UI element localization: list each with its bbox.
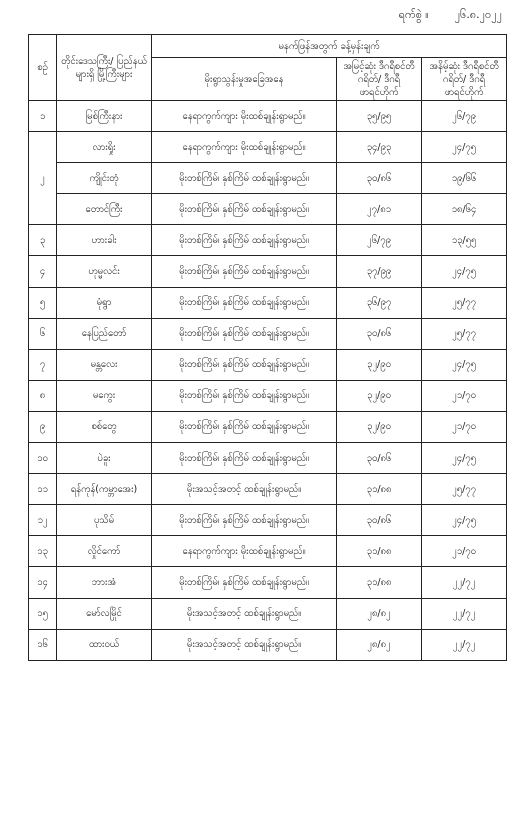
- table-row: [29, 443, 507, 474]
- table-row: [29, 225, 507, 256]
- table-row: [29, 132, 507, 163]
- condition-cell: နေရာကွက်ကျား မိုးထစ်ချုန်းရွာမည်။: [152, 132, 337, 163]
- low-temp-cell: ၂၂/၇၂: [422, 567, 507, 598]
- row-number-cell: ၄: [29, 256, 57, 287]
- high-temp-cell: ၃၂/၉၀: [337, 411, 422, 442]
- city-cell: မော်လမြိုင်: [57, 598, 152, 629]
- condition-cell: နေရာကွက်ကျား မိုးထစ်ချုန်းရွာမည်။: [152, 536, 337, 567]
- row-number-cell: ၁၃: [29, 536, 57, 567]
- row-number-cell: ၁: [29, 101, 57, 132]
- city-cell: မကွေး: [57, 380, 152, 411]
- high-temp-cell: ၂၆/၇၉: [337, 225, 422, 256]
- column-header-low: အနိမ့်ဆုံး ဒီဂရီစင်တီဂရိတ်/ ဒီဂရီဖာရင်ဟိုက်: [422, 58, 507, 101]
- city-cell: စစ်တွေ: [57, 411, 152, 442]
- high-temp-cell: ၃၀/၈၆: [337, 163, 422, 194]
- column-header-high: အမြင့်ဆုံး ဒီဂရီစင်တီဂရိတ်/ ဒီဂရီဖာရင်ဟိုက်: [337, 58, 422, 101]
- table-row: [29, 629, 507, 660]
- high-temp-cell: ၃၅/၉၅: [337, 101, 422, 132]
- low-temp-cell: ၁၉/၆၆: [422, 163, 507, 194]
- row-number-cell: ၂: [29, 132, 57, 225]
- date-line: [399, 8, 502, 24]
- forecast-table: [28, 34, 507, 661]
- condition-cell: မိုးတစ်ကြိမ်၊ နှစ်ကြိမ် ထစ်ချုန်းရွာမည်။: [152, 225, 337, 256]
- low-temp-cell: ၂၄/၇၅: [422, 256, 507, 287]
- high-temp-cell: ၃၁/၈၈: [337, 536, 422, 567]
- row-number-cell: ၃: [29, 225, 57, 256]
- group-header-forecast: မနက်ဖြန်အတွက် ခန့်မှန်းချက်: [152, 35, 507, 58]
- low-temp-cell: ၂၅/၇၇: [422, 318, 507, 349]
- city-cell: ပဲခူး: [57, 443, 152, 474]
- condition-cell: မိုးတစ်ကြိမ်၊ နှစ်ကြိမ် ထစ်ချုန်းရွာမည်။: [152, 505, 337, 536]
- city-cell: လားရှိုး: [57, 132, 152, 163]
- table-row: [29, 567, 507, 598]
- table-row: [29, 536, 507, 567]
- date-value: ၂၆.၈.၂၀၂၂: [454, 8, 502, 21]
- low-temp-cell: ၂၂/၇၂: [422, 629, 507, 660]
- row-number-cell: ၇: [29, 349, 57, 380]
- condition-cell: မိုးတစ်ကြိမ်၊ နှစ်ကြိမ် ထစ်ချုန်းရွာမည်။: [152, 567, 337, 598]
- table-row: [29, 474, 507, 505]
- high-temp-cell: ၃၁/၈၈: [337, 474, 422, 505]
- row-number-cell: ၁၆: [29, 629, 57, 660]
- low-temp-cell: ၂၄/၇၅: [422, 132, 507, 163]
- row-number-cell: ၁၂: [29, 505, 57, 536]
- condition-cell: မိုးတစ်ကြိမ်၊ နှစ်ကြိမ် ထစ်ချုန်းရွာမည်။: [152, 256, 337, 287]
- row-number-cell: ၁၄: [29, 567, 57, 598]
- condition-cell: မိုးတစ်ကြိမ်၊ နှစ်ကြိမ် ထစ်ချုန်းရွာမည်။: [152, 443, 337, 474]
- condition-cell: မိုးတစ်ကြိမ်၊ နှစ်ကြိမ် ထစ်ချုန်းရွာမည်။: [152, 194, 337, 225]
- city-cell: တောင်ကြီး: [57, 194, 152, 225]
- condition-cell: မိုးတစ်ကြိမ်၊ နှစ်ကြိမ် ထစ်ချုန်းရွာမည်။: [152, 411, 337, 442]
- table-row: [29, 598, 507, 629]
- condition-cell: မိုးအသင့်အတင့် ထစ်ချုန်းရွာမည်။: [152, 474, 337, 505]
- low-temp-cell: ၂၁/၇၀: [422, 536, 507, 567]
- city-cell: မုံရွာ: [57, 287, 152, 318]
- low-temp-cell: ၂၁/၇၀: [422, 380, 507, 411]
- table-row: [29, 380, 507, 411]
- high-temp-cell: ၃၂/၉၀: [337, 349, 422, 380]
- low-temp-cell: ၂၂/၇၂: [422, 598, 507, 629]
- table-row: [29, 411, 507, 442]
- forecast-table-body: [29, 101, 507, 661]
- city-cell: ရန်ကုန်(ကမ္ဘာအေး): [57, 474, 152, 505]
- column-header-no: စဉ်: [29, 35, 57, 101]
- low-temp-cell: ၂၄/၇၅: [422, 505, 507, 536]
- high-temp-cell: ၃၆/၉၇: [337, 287, 422, 318]
- low-temp-cell: ၂၆/၇၉: [422, 101, 507, 132]
- high-temp-cell: ၃၂/၉၀: [337, 380, 422, 411]
- low-temp-cell: ၁၃/၅၅: [422, 225, 507, 256]
- table-row: [29, 194, 507, 225]
- condition-cell: မိုးတစ်ကြိမ်၊ နှစ်ကြိမ် ထစ်ချုန်းရွာမည်။: [152, 287, 337, 318]
- city-cell: ထားဝယ်: [57, 629, 152, 660]
- table-row: [29, 256, 507, 287]
- condition-cell: မိုးအသင့်အတင့် ထစ်ချုန်းရွာမည်။: [152, 598, 337, 629]
- table-row: [29, 349, 507, 380]
- row-number-cell: ၈: [29, 380, 57, 411]
- high-temp-cell: ၃၀/၈၆: [337, 443, 422, 474]
- condition-cell: မိုးတစ်ကြိမ်၊ နှစ်ကြိမ် ထစ်ချုန်းရွာမည်။: [152, 318, 337, 349]
- row-number-cell: ၁၀: [29, 443, 57, 474]
- condition-cell: နေရာကွက်ကျား မိုးထစ်ချုန်းရွာမည်။: [152, 101, 337, 132]
- row-number-cell: ၁၁: [29, 474, 57, 505]
- high-temp-cell: ၃၀/၈၆: [337, 505, 422, 536]
- city-cell: ကျိုင်းတုံ: [57, 163, 152, 194]
- condition-cell: မိုးတစ်ကြိမ်၊ နှစ်ကြိမ် ထစ်ချုန်းရွာမည်။: [152, 380, 337, 411]
- city-cell: ပုသိမ်: [57, 505, 152, 536]
- low-temp-cell: ၂၅/၇၇: [422, 287, 507, 318]
- city-cell: မန္တလေး: [57, 349, 152, 380]
- low-temp-cell: ၂၅/၇၇: [422, 474, 507, 505]
- city-cell: မြစ်ကြီးနား: [57, 101, 152, 132]
- low-temp-cell: ၂၄/၇၅: [422, 443, 507, 474]
- low-temp-cell: ၁၈/၆၄: [422, 194, 507, 225]
- city-cell: လှိုင်ကော်: [57, 536, 152, 567]
- row-number-cell: ၆: [29, 318, 57, 349]
- table-row: [29, 505, 507, 536]
- high-temp-cell: ၂၇/၈၁: [337, 194, 422, 225]
- table-row: [29, 163, 507, 194]
- low-temp-cell: ၂၁/၇၀: [422, 411, 507, 442]
- table-row: [29, 101, 507, 132]
- low-temp-cell: ၂၄/၇၅: [422, 349, 507, 380]
- city-cell: ဟားခါး: [57, 225, 152, 256]
- high-temp-cell: ၃၇/၉၉: [337, 256, 422, 287]
- date-label: ရက်စွဲ ။: [398, 8, 429, 21]
- table-row: [29, 318, 507, 349]
- table-row: [29, 287, 507, 318]
- city-cell: ဟုမ္မလင်း: [57, 256, 152, 287]
- row-number-cell: ၅: [29, 287, 57, 318]
- row-number-cell: ၉: [29, 411, 57, 442]
- high-temp-cell: ၃၀/၈၆: [337, 318, 422, 349]
- condition-cell: မိုးအသင့်အတင့် ထစ်ချုန်းရွာမည်။: [152, 629, 337, 660]
- row-number-cell: ၁၅: [29, 598, 57, 629]
- condition-cell: မိုးတစ်ကြိမ်၊ နှစ်ကြိမ် ထစ်ချုန်းရွာမည်။: [152, 163, 337, 194]
- city-cell: ဘားအံ: [57, 567, 152, 598]
- high-temp-cell: ၂၈/၈၂: [337, 629, 422, 660]
- high-temp-cell: ၃၁/၈၈: [337, 567, 422, 598]
- condition-cell: မိုးတစ်ကြိမ်၊ နှစ်ကြိမ် ထစ်ချုန်းရွာမည်။: [152, 349, 337, 380]
- column-header-condition: မိုးရွာသွန်းမှုအခြေအနေ: [152, 58, 337, 101]
- high-temp-cell: ၃၄/၉၃: [337, 132, 422, 163]
- city-cell: နေပြည်တော်: [57, 318, 152, 349]
- high-temp-cell: ၂၈/၈၂: [337, 598, 422, 629]
- column-header-city: တိုင်းဒေသကြီး/ ပြည်နယ်များရှိ မြို့ကြီးများ: [57, 35, 152, 101]
